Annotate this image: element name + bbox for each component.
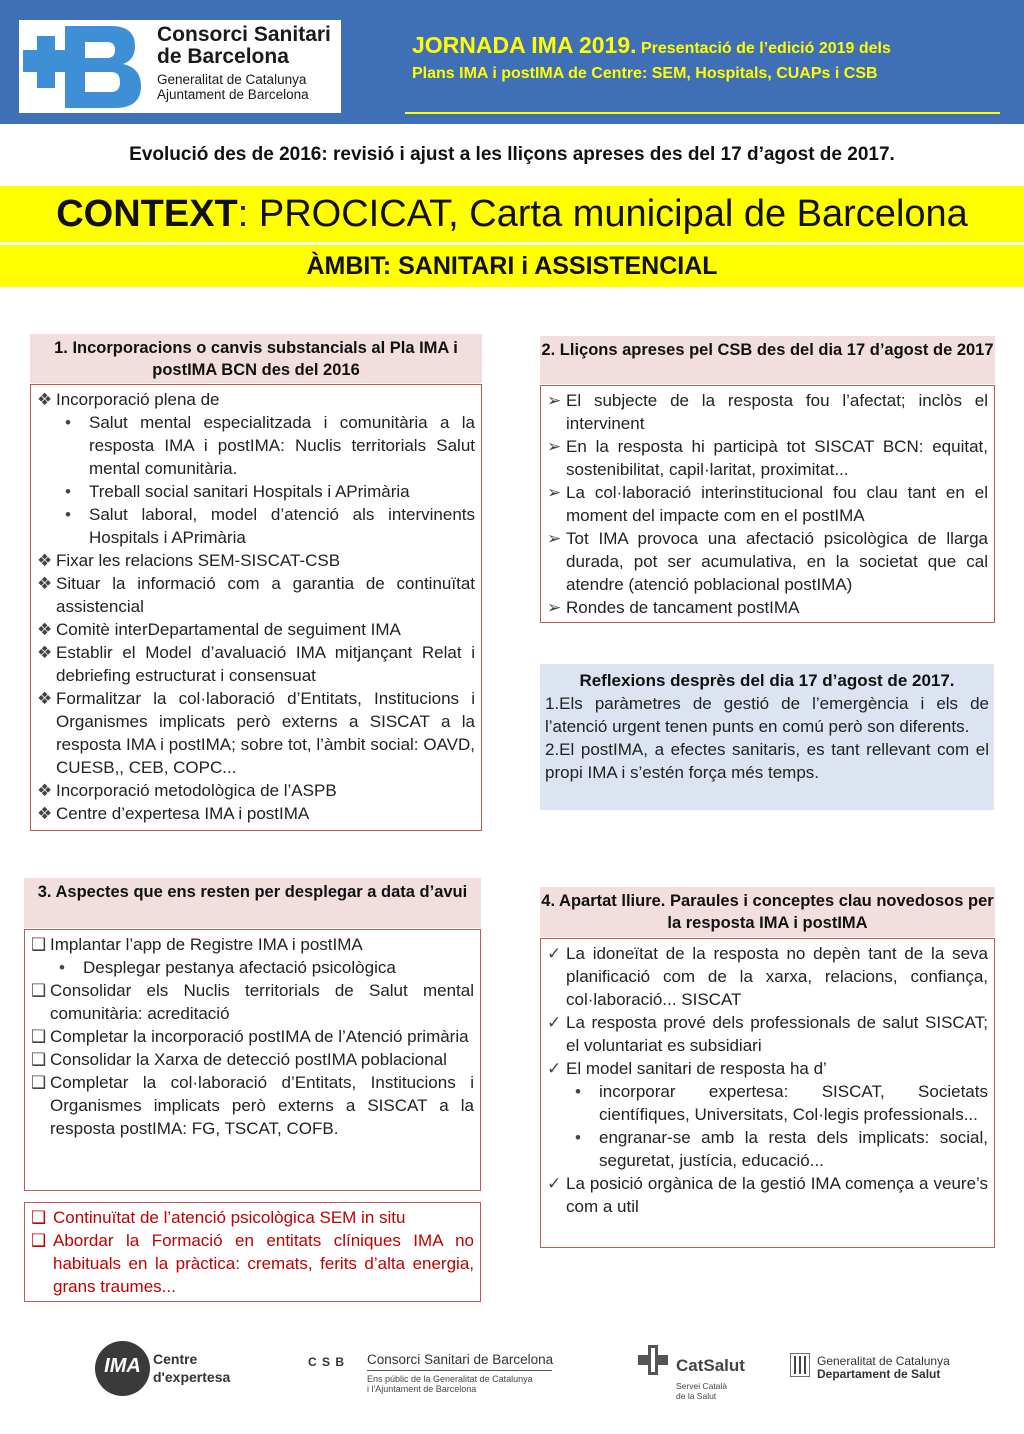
list-item <box>547 1011 988 1057</box>
list-item <box>547 527 988 596</box>
footer-logos <box>0 1335 1024 1415</box>
bullet-marker-icon: • <box>65 505 71 524</box>
ima-line1: Centre <box>153 1351 198 1367</box>
arrow-marker-icon: ➢ <box>547 483 562 502</box>
arrow-marker-icon: ➢ <box>547 598 562 617</box>
list-item-text: Treball social sanitari Hospitals i APrimària <box>89 482 410 501</box>
box-marker-icon: ❑ <box>31 1208 47 1227</box>
logo-subtitle: Generalitat de Catalunya Ajuntament de Barcelona <box>157 72 309 102</box>
panel4-list <box>540 938 995 1248</box>
panel1-title: 1. Incorporacions o canvis substancials al Pla IMA i postIMA BCN des del 2016 <box>30 334 482 383</box>
ima-logo <box>95 1341 265 1399</box>
bullet-marker-icon: • <box>59 958 65 977</box>
list-item-text: engranar-se amb la resta dels implicats: social, seguretat, justícia, educació... <box>599 1128 988 1170</box>
list-item <box>547 1126 988 1172</box>
diamond-marker-icon: ❖ <box>37 689 53 708</box>
list-item <box>37 411 475 480</box>
catsalut-sub2: de la Salut <box>676 1391 717 1401</box>
ima-badge: IMA <box>104 1355 141 1377</box>
list-item <box>31 1229 474 1298</box>
list-item-text: Abordar la Formació en entitats clíniques IMA no habituals en la pràctica: cremats, ferits d’alta energia, grans traumes... <box>53 1231 474 1296</box>
list-item-text: Completar la col·laboració d’Entitats, Institucions i Organismes implicats però externs a SISCAT a la resposta postIMA: FG, TSCAT, COFB. <box>50 1073 474 1138</box>
box-marker-icon: ❑ <box>31 1027 47 1046</box>
list-item <box>547 1172 988 1218</box>
csb-sub1: Ens públic de la Generalitat de Catalunya <box>367 1374 533 1384</box>
list-item-text: Incorporació metodològica de l’ASPB <box>56 781 337 800</box>
generalitat-shield-icon <box>790 1353 810 1377</box>
bullet-marker-icon: • <box>65 482 71 501</box>
list-item <box>37 779 475 802</box>
arrow-marker-icon: ➢ <box>547 391 562 410</box>
page-header <box>0 0 1024 124</box>
bullet-marker-icon: • <box>65 413 71 432</box>
list-item <box>31 979 474 1025</box>
csb-footer-logo <box>308 1349 568 1399</box>
list-item-text: La resposta prové dels professionals de salut SISCAT; el voluntariat es subsidiari <box>566 1013 988 1055</box>
box-marker-icon: ❑ <box>31 1050 47 1069</box>
list-item <box>31 956 474 979</box>
list-item <box>37 388 475 411</box>
list-item-text: incorporar expertesa: SISCAT, Societats científiques, Universitats, Col·legis professionals... <box>599 1082 988 1124</box>
list-item-text: El subjecte de la resposta fou l’afectat; inclòs el intervinent <box>566 391 988 433</box>
check-marker-icon: ✓ <box>547 1174 562 1193</box>
list-item-text: Consolidar la Xarxa de detecció postIMA poblacional <box>50 1050 447 1069</box>
list-item <box>547 1080 988 1126</box>
list-item <box>37 503 475 549</box>
header-divider <box>405 112 1000 114</box>
list-item <box>547 389 988 435</box>
list-item <box>37 641 475 687</box>
check-marker-icon: ✓ <box>547 1059 562 1078</box>
diamond-marker-icon: ❖ <box>37 551 53 570</box>
list-item <box>547 481 988 527</box>
list-item-text: Continuïtat de l’atenció psicològica SEM in situ <box>53 1208 406 1227</box>
list-item <box>31 1048 474 1071</box>
reflexions-title: Reflexions desprès del dia 17 d’agost de 2017. <box>579 671 955 690</box>
arrow-marker-icon: ➢ <box>547 529 562 548</box>
box-marker-icon: ❑ <box>31 1073 47 1092</box>
context-banner: CONTEXT: PROCICAT, Carta municipal de Barcelona <box>0 186 1024 242</box>
box-marker-icon: ❑ <box>31 1231 47 1250</box>
csb-logo <box>19 20 341 113</box>
panel3-list <box>24 929 481 1191</box>
list-item <box>547 596 988 619</box>
generalitat-logo <box>790 1353 990 1383</box>
list-item-text: Desplegar pestanya afectació psicològica <box>83 958 396 977</box>
list-item-text: Salut mental especialitzada i comunitària a la resposta IMA i postIMA: Nuclis territorials Salut mental comunitària. <box>89 413 475 478</box>
diamond-marker-icon: ❖ <box>37 620 53 639</box>
diamond-marker-icon: ❖ <box>37 643 53 662</box>
list-item <box>37 572 475 618</box>
catsalut-logo <box>638 1343 768 1407</box>
list-item <box>37 549 475 572</box>
diamond-marker-icon: ❖ <box>37 804 53 823</box>
logo-title: Consorci Sanitari de Barcelona <box>157 23 331 68</box>
reflexions-p2: 2.El postIMA, a efectes sanitaris, es tant rellevant com el propi IMA i s’estén força més temps. <box>545 740 989 782</box>
list-item-text: Formalitzar la col·laboració d’Entitats, Institucions i Organismes implicats però externs a SISCAT a la resposta IMA i postIMA; sobre tot, l’àmbit social: OAVD, CUESB,, CEB, COPC... <box>56 689 475 777</box>
list-item <box>31 1025 474 1048</box>
diamond-marker-icon: ❖ <box>37 390 53 409</box>
csb-b-logo-icon <box>23 24 148 109</box>
list-item-text: Consolidar els Nuclis territorials de Salut mental comunitària: acreditació <box>50 981 474 1023</box>
ambit-banner: ÀMBIT: SANITARI i ASSISTENCIAL <box>0 245 1024 287</box>
list-item-text: La idoneïtat de la resposta no depèn tant de la seva planificació com de la xarxa, relacions, confiança, col·laboració... SISCAT <box>566 944 988 1009</box>
list-item-text: Completar la incorporació postIMA de l’Atenció primària <box>50 1027 469 1046</box>
list-item-text: Establir el Model d’avaluació IMA mitjançant Relat i debriefing estructurat i consensuat <box>56 643 475 685</box>
header-title: JORNADA IMA 2019. Presentació de l’edició 2019 dels Plans IMA i postIMA de Centre: SEM, Hospitals, CUAPs i CSB <box>412 32 891 82</box>
catsalut-mark-icon <box>638 1345 668 1375</box>
reflexions-box <box>540 664 994 810</box>
panel3-title: 3. Aspectes que ens resten per desplegar a data d’avui <box>24 878 481 928</box>
ima-line2: d'expertesa <box>153 1369 231 1385</box>
check-marker-icon: ✓ <box>547 944 562 963</box>
panel2-title: 2. Lliçons apreses pel CSB des del dia 17 d’agost de 2017 <box>540 336 995 384</box>
list-item-text: Fixar les relacions SEM-SISCAT-CSB <box>56 551 341 570</box>
panel4-title: 4. Apartat lliure. Paraules i conceptes clau novedosos per la resposta IMA i postIMA <box>540 887 995 937</box>
subtitle-evolucio: Evolució des de 2016: revisió i ajust a les lliçons apreses des del 17 d’agost de 2017. <box>129 144 895 165</box>
list-item <box>37 618 475 641</box>
list-item-text: Tot IMA provoca una afectació psicològica de llarga durada, pot ser acumulativa, en la societat que cal atendre (atenció poblacional postIMA) <box>566 529 988 594</box>
csb-sub2: i l'Ajuntament de Barcelona <box>367 1384 477 1394</box>
arrow-marker-icon: ➢ <box>547 437 562 456</box>
box-marker-icon: ❑ <box>31 935 47 954</box>
reflexions-p1: 1.Els paràmetres de gestió de l’emergència i els de l’atenció urgent tenen punts en comú però son diferents. <box>545 694 989 736</box>
list-item-text: Salut laboral, model d’atenció als intervinents Hospitals i APrimària <box>89 505 475 547</box>
list-item <box>31 933 474 956</box>
diamond-marker-icon: ❖ <box>37 574 53 593</box>
list-item-text: Centre d’expertesa IMA i postIMA <box>56 804 310 823</box>
list-item <box>37 687 475 779</box>
catsalut-name: CatSalut <box>676 1356 745 1375</box>
list-item <box>547 435 988 481</box>
list-item <box>31 1071 474 1140</box>
diamond-marker-icon: ❖ <box>37 781 53 800</box>
list-item-text: El model sanitari de resposta ha d’ <box>566 1059 827 1078</box>
generalitat-line2: Departament de Salut <box>817 1367 941 1381</box>
list-item <box>547 1057 988 1080</box>
csb-name: Consorci Sanitari de Barcelona <box>367 1352 554 1367</box>
list-item-text: Incorporació plena de <box>56 390 220 409</box>
generalitat-line1: Generalitat de Catalunya <box>817 1354 950 1368</box>
bullet-marker-icon: • <box>575 1082 581 1101</box>
list-item-text: Situar la informació com a garantia de continuïtat assistencial <box>56 574 475 616</box>
list-item <box>547 942 988 1011</box>
list-item-text: Rondes de tancament postIMA <box>566 598 800 617</box>
bullet-marker-icon: • <box>575 1128 581 1147</box>
list-item <box>37 802 475 825</box>
list-item-text: La col·laboració interinstitucional fou clau tant en el moment del impacte com en el postIMA <box>566 483 988 525</box>
list-item <box>31 1206 474 1229</box>
panel2-list <box>540 385 995 623</box>
box-marker-icon: ❑ <box>31 981 47 1000</box>
list-item-text: Implantar l’app de Registre IMA i postIMA <box>50 935 363 954</box>
list-item <box>37 480 475 503</box>
red-panel-list <box>24 1202 481 1302</box>
list-item-text: Comitè interDepartamental de seguiment IMA <box>56 620 401 639</box>
list-item-text: En la resposta hi participà tot SISCAT BCN: equitat, sostenibilitat, capil·laritat, proximitat... <box>566 437 988 479</box>
panel1-list <box>30 384 482 831</box>
list-item-text: La posició orgànica de la gestió IMA comença a veure’s com a util <box>566 1174 988 1216</box>
csb-abbr: C S B <box>308 1355 346 1369</box>
catsalut-sub1: Servei Català <box>676 1381 728 1391</box>
check-marker-icon: ✓ <box>547 1013 562 1032</box>
